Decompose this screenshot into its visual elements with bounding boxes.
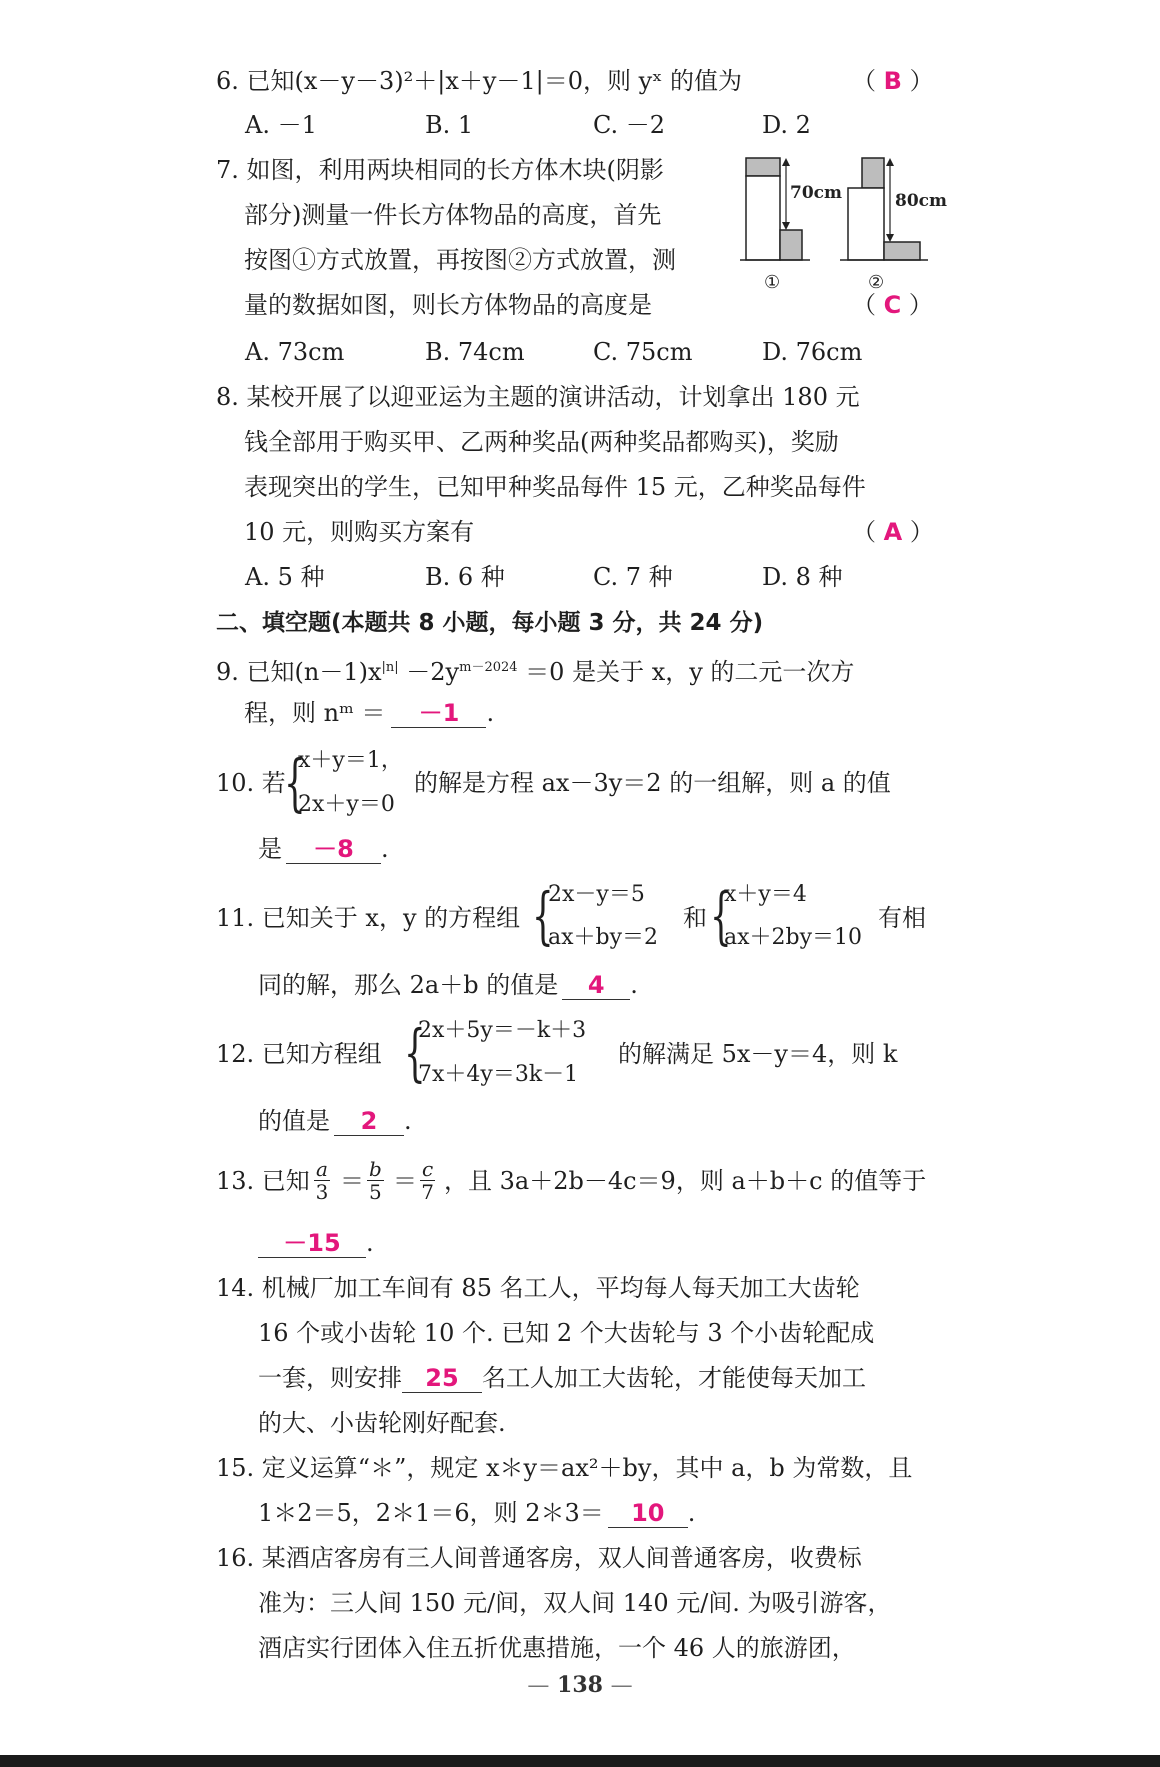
bottom-bar xyxy=(0,1755,1160,1767)
q13-frac-a-num: a xyxy=(316,1157,328,1181)
q13-eq-2: ＝ xyxy=(393,1167,417,1195)
q14-line-3-b: 名工人加工大齿轮，才能使每天加工 xyxy=(482,1364,866,1392)
figure-1-caption: ① xyxy=(764,272,781,293)
q10-line-2-text: 是 xyxy=(258,835,282,863)
q13-prefix: 13. 已知 xyxy=(216,1167,310,1195)
q11-brace-2: { xyxy=(710,879,732,952)
q8-line-1: 8. 某校开展了以迎亚运为主题的演讲活动，计划拿出 180 元 xyxy=(216,383,860,411)
q11-line-2: 同的解，那么 2a＋b 的值是 4 . xyxy=(258,971,638,999)
section-fill-in-heading: 二、填空题(本题共 8 小题，每小题 3 分，共 24 分) xyxy=(216,610,764,636)
q11-mid: 和 xyxy=(683,904,707,932)
q12-suffix: 的解满足 5x－y＝4，则 k xyxy=(618,1040,898,1068)
q12-blank xyxy=(334,1107,404,1136)
q12-line-2-text: 的值是 xyxy=(258,1107,330,1135)
q7-answer: C xyxy=(883,291,902,319)
q8-answer: A xyxy=(883,518,903,546)
q13-frac-c xyxy=(420,1158,435,1203)
q13-eq-1: ＝ xyxy=(340,1167,364,1195)
q8-option-d: D. 8 种 xyxy=(762,563,843,591)
q13-frac-a xyxy=(314,1158,330,1203)
figure-1 xyxy=(740,158,842,293)
q8-line-3: 表现突出的学生，已知甲种奖品每件 15 元，乙种奖品每件 xyxy=(244,473,866,501)
q6-answer: B xyxy=(883,67,902,95)
q6-option-b: B. 1 xyxy=(425,111,474,139)
q13-frac-b-num: b xyxy=(369,1157,382,1181)
q11-line-2-text: 同的解，那么 2a＋b 的值是 xyxy=(258,971,559,999)
q9-line-2: 程，则 nᵐ ＝ －1 . xyxy=(244,699,495,727)
figure-1-label: 70cm xyxy=(790,183,842,203)
q12-prefix: 12. 已知方程组 xyxy=(216,1040,382,1068)
q16-line-1: 16. 某酒店客房有三人间普通客房，双人间普通客房，收费标 xyxy=(216,1544,862,1572)
q8-answer-paren: （ A ） xyxy=(852,518,934,546)
q11-sys1-eq-2: ax＋by＝2 xyxy=(548,925,659,950)
q10-brace: { xyxy=(284,746,306,819)
q6-answer-paren: （ B ） xyxy=(852,67,934,95)
q13-frac-a-den: 3 xyxy=(315,1180,329,1204)
figure-2-label: 80cm xyxy=(895,191,947,211)
q7-figure xyxy=(740,152,947,293)
q8-line-4: 10 元，则购买方案有 xyxy=(244,518,475,546)
q10-blank xyxy=(286,835,381,864)
q15-line-1: 15. 定义运算“＊”，规定 x＊y＝ax²＋by，其中 a，b 为常数，且 xyxy=(216,1454,913,1482)
q7-option-b: B. 74cm xyxy=(425,338,525,366)
q14-line-1: 14. 机械厂加工车间有 85 名工人，平均每人每天加工大齿轮 xyxy=(216,1274,860,1302)
q11-sys2-eq-1: x＋y＝4 xyxy=(724,882,807,907)
q10-line-2: 是 －8 . xyxy=(258,835,389,863)
q10-sys-eq-1: x＋y＝1， xyxy=(298,748,403,773)
q8-option-a: A. 5 种 xyxy=(245,563,325,591)
q9-part-a: 9. 已知(n－1)x xyxy=(216,658,382,686)
q16-line-2: 准为：三人间 150 元/间，双人间 140 元/间. 为吸引游客， xyxy=(258,1589,892,1617)
q13-frac-c-num: c xyxy=(422,1157,434,1181)
q14-line-4: 的大、小齿轮刚好配套. xyxy=(258,1409,506,1437)
q9-line-1 xyxy=(216,653,854,687)
q14-answer: 25 xyxy=(425,1364,459,1392)
q13-answer: －15 xyxy=(283,1229,341,1257)
q7-line-2: 部分)测量一件长方体物品的高度，首先 xyxy=(244,201,662,229)
q9-answer: －1 xyxy=(418,699,460,727)
q7-option-c: C. 75cm xyxy=(593,338,693,366)
q12-sys-eq-1: 2x＋5y＝－k＋3 xyxy=(418,1018,587,1043)
q9-sup-1: |n| xyxy=(381,660,399,675)
q12-line-2: 的值是 2 . xyxy=(258,1107,412,1135)
q10-sys-eq-2: 2x＋y＝0 xyxy=(298,792,395,817)
figure-2-caption: ② xyxy=(868,272,885,293)
q13-suffix: ，且 3a＋2b－4c＝9，则 a＋b＋c 的值等于 xyxy=(444,1167,927,1195)
q10-prefix: 10. 若 xyxy=(216,769,286,797)
q9-blank xyxy=(391,699,486,728)
q13-frac-b-den: 5 xyxy=(369,1180,382,1204)
q6-option-c: C. －2 xyxy=(593,111,666,139)
q14-line-3-a: 一套，则安排 xyxy=(258,1364,402,1392)
page-footer xyxy=(0,1672,1160,1698)
q11-sys1-eq-1: 2x－y＝5 xyxy=(548,882,645,907)
q8-line-2: 钱全部用于购买甲、乙两种奖品(两种奖品都购买)，奖励 xyxy=(244,428,839,456)
q15-line-2: 1＊2＝5，2＊1＝6，则 2＊3＝ 10 . xyxy=(258,1499,696,1527)
q7-line-4: 量的数据如图，则长方体物品的高度是 xyxy=(244,291,652,319)
q8-option-b: B. 6 种 xyxy=(425,563,505,591)
page-number: 138 xyxy=(557,1672,603,1698)
q9-line-2-text: 程，则 nᵐ ＝ xyxy=(244,699,386,727)
q14-blank xyxy=(402,1364,482,1393)
footer-dash-right: — xyxy=(610,1673,633,1698)
q6-option-a: A. －1 xyxy=(245,111,317,139)
q7-option-d: D. 76cm xyxy=(762,338,863,366)
q13-blank xyxy=(258,1229,366,1258)
q7-option-a: A. 73cm xyxy=(245,338,345,366)
figure-2 xyxy=(840,158,947,293)
q6-stem: 6. 已知(x－y－3)²＋|x＋y－1|＝0，则 yˣ 的值为 xyxy=(216,67,743,95)
q15-line-2-text: 1＊2＝5，2＊1＝6，则 2＊3＝ xyxy=(258,1499,604,1527)
q13-frac-b xyxy=(367,1158,384,1203)
q9-part-c: ＝0 是关于 x，y 的二元一次方 xyxy=(517,658,855,686)
footer-dash-left: — xyxy=(527,1673,550,1698)
q11-prefix: 11. 已知关于 x，y 的方程组 xyxy=(216,904,521,932)
q6-option-d: D. 2 xyxy=(762,111,811,139)
q7-line-1: 7. 如图，利用两块相同的长方体木块(阴影 xyxy=(216,156,664,184)
q13-line-2: －15 . xyxy=(258,1228,374,1258)
q14-line-2: 16 个或小齿轮 10 个. 已知 2 个大齿轮与 3 个小齿轮配成 xyxy=(258,1319,875,1347)
q11-sys2-eq-2: ax＋2by＝10 xyxy=(724,925,863,950)
q7-answer-paren: （ C ） xyxy=(852,291,933,319)
q11-answer: 4 xyxy=(587,971,605,999)
q9-sup-2: m－2024 xyxy=(459,660,518,675)
q8-option-c: C. 7 种 xyxy=(593,563,673,591)
q11-brace-1: { xyxy=(532,879,554,952)
q12-brace: { xyxy=(404,1016,426,1089)
q12-sys-eq-2: 7x＋4y＝3k－1 xyxy=(418,1062,579,1087)
q13-frac-c-den: 7 xyxy=(421,1180,434,1204)
q12-answer: 2 xyxy=(360,1107,378,1135)
q16-line-3: 酒店实行团体入住五折优惠措施，一个 46 人的旅游团， xyxy=(258,1634,856,1662)
q15-answer: 10 xyxy=(631,1499,665,1527)
q10-suffix: 的解是方程 ax－3y＝2 的一组解，则 a 的值 xyxy=(414,769,891,797)
q11-suffix: 有相 xyxy=(878,904,926,932)
q14-line-3 xyxy=(258,1363,866,1393)
q7-line-3: 按图①方式放置，再按图②方式放置，测 xyxy=(244,246,676,274)
q10-answer: －8 xyxy=(313,835,354,863)
q9-part-b: －2y xyxy=(398,658,460,686)
q11-blank xyxy=(562,971,630,1000)
q15-blank xyxy=(608,1499,688,1528)
